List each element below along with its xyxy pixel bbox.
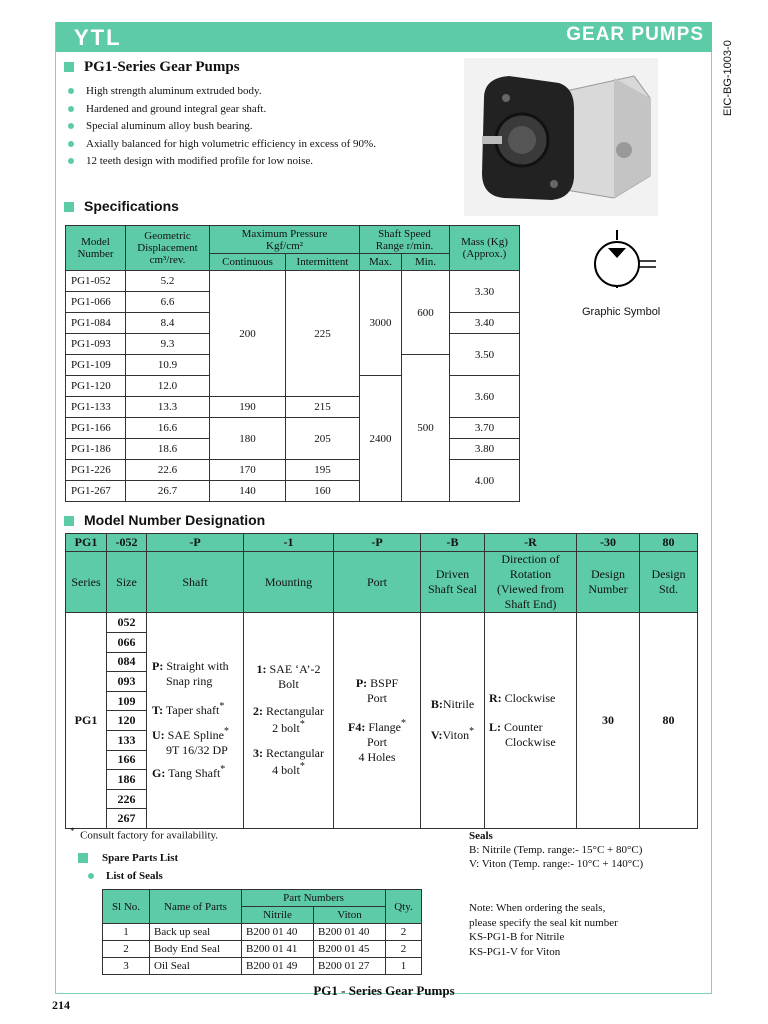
col-pressure: Maximum Pressure Kgf/cm² bbox=[210, 226, 360, 254]
intermittent-cell: 160 bbox=[286, 481, 360, 502]
square-bullet-icon bbox=[64, 62, 74, 72]
doc-code: EIC-BG-1003-0 bbox=[722, 40, 734, 116]
specs-table bbox=[65, 225, 520, 502]
gear-pump-photo bbox=[464, 58, 658, 216]
col-nitrile: Nitrile bbox=[242, 907, 314, 924]
size-cell: 109 bbox=[107, 691, 147, 711]
specs-heading: Specifications bbox=[64, 198, 179, 216]
mass-cell: 3.30 bbox=[450, 271, 520, 313]
label-cell: Shaft bbox=[147, 552, 244, 613]
feature-list bbox=[68, 83, 376, 171]
pump-symbol-icon bbox=[592, 228, 662, 288]
label-cell: Driven Shaft Seal bbox=[421, 552, 485, 613]
code-cell: -P bbox=[147, 534, 244, 552]
intermittent-cell: 205 bbox=[286, 418, 360, 460]
displacement-cell: 22.6 bbox=[126, 460, 210, 481]
min-speed-cell: 500 bbox=[402, 355, 450, 502]
bullet-icon bbox=[68, 141, 74, 147]
continuous-cell: 170 bbox=[210, 460, 286, 481]
shaft-cell: P: Straight with Snap ring T: Taper shaft* U: SAE Spline* 9T 16/32 DP G: Tang Shaft* bbox=[147, 613, 244, 829]
square-bullet-icon bbox=[78, 853, 88, 863]
mass-cell: 3.80 bbox=[450, 439, 520, 460]
size-cell: 186 bbox=[107, 770, 147, 790]
displacement-cell: 16.6 bbox=[126, 418, 210, 439]
code-row bbox=[66, 534, 698, 552]
sl-cell: 3 bbox=[103, 958, 150, 975]
intermittent-cell: 225 bbox=[286, 271, 360, 397]
table-row bbox=[66, 613, 698, 633]
page-number: 214 bbox=[52, 998, 70, 1012]
footer-caption: PG1 - Series Gear Pumps bbox=[313, 983, 455, 998]
square-bullet-icon bbox=[64, 202, 74, 212]
seal-cell: B:Nitrile V:Viton* bbox=[421, 613, 485, 829]
continuous-cell: 190 bbox=[210, 397, 286, 418]
code-cell: -30 bbox=[577, 534, 640, 552]
sl-cell: 2 bbox=[103, 941, 150, 958]
size-cell: 267 bbox=[107, 809, 147, 829]
table-row bbox=[66, 460, 520, 481]
displacement-cell: 6.6 bbox=[126, 292, 210, 313]
col-model: Model Number bbox=[66, 226, 126, 271]
label-cell: Size bbox=[107, 552, 147, 613]
model-designation-table bbox=[65, 533, 698, 829]
bullet-icon bbox=[68, 88, 74, 94]
seals-order-note: Note: When ordering the seals, please specify the seal kit number KS-PG1-B for Nitrile KS-PG1-V for Viton bbox=[469, 902, 618, 958]
nitrile-cell: B200 01 49 bbox=[242, 958, 314, 975]
col-mass: Mass (Kg) (Approx.) bbox=[450, 226, 520, 271]
size-cell: 166 bbox=[107, 750, 147, 770]
port-cell: P: BSPF Port F4: Flange* Port 4 Holes bbox=[334, 613, 421, 829]
feature-item: 12 teeth design with modified profile for low noise. bbox=[68, 153, 376, 171]
bullet-icon bbox=[68, 158, 74, 164]
label-cell: Port bbox=[334, 552, 421, 613]
mounting-cell: 1: SAE ‘A’-2 Bolt 2: Rectangular 2 bolt* 3: Rectangular 4 bolt* bbox=[244, 613, 334, 829]
intermittent-cell: 195 bbox=[286, 460, 360, 481]
model-cell: PG1-226 bbox=[66, 460, 126, 481]
nitrile-cell: B200 01 40 bbox=[242, 924, 314, 941]
intro-heading: PG1-Series Gear Pumps bbox=[64, 58, 240, 76]
size-cell: 120 bbox=[107, 711, 147, 731]
seals-table bbox=[102, 889, 422, 975]
col-viton: Viton bbox=[314, 907, 386, 924]
displacement-cell: 12.0 bbox=[126, 376, 210, 397]
displacement-cell: 13.3 bbox=[126, 397, 210, 418]
page-title: GEAR PUMPS bbox=[566, 24, 704, 45]
mass-cell: 3.50 bbox=[450, 334, 520, 376]
col-sl-no: Sl No. bbox=[103, 890, 150, 924]
viton-cell: B200 01 45 bbox=[314, 941, 386, 958]
label-cell: Design Std. bbox=[640, 552, 698, 613]
min-speed-cell: 600 bbox=[402, 271, 450, 355]
code-cell: 80 bbox=[640, 534, 698, 552]
nitrile-cell: B200 01 41 bbox=[242, 941, 314, 958]
code-cell: -1 bbox=[244, 534, 334, 552]
displacement-cell: 5.2 bbox=[126, 271, 210, 292]
feature-item: High strength aluminum extruded body. bbox=[68, 83, 376, 101]
model-cell: PG1-186 bbox=[66, 439, 126, 460]
col-displacement: Geometric Displacement cm³/rev. bbox=[126, 226, 210, 271]
viton-cell: B200 01 27 bbox=[314, 958, 386, 975]
bullet-icon bbox=[68, 106, 74, 112]
seals-list-heading: List of Seals bbox=[88, 870, 163, 882]
col-intermittent: Intermittent bbox=[286, 254, 360, 271]
col-min: Min. bbox=[402, 254, 450, 271]
size-cell: 052 bbox=[107, 613, 147, 633]
label-cell: Mounting bbox=[244, 552, 334, 613]
model-cell: PG1-166 bbox=[66, 418, 126, 439]
label-cell: Design Number bbox=[577, 552, 640, 613]
table-row bbox=[103, 958, 422, 975]
seals-info: Seals B: Nitrile (Temp. range:- 15°C + 80°C) V: Viton (Temp. range:- 10°C + 140°C) bbox=[469, 830, 644, 870]
qty-cell: 2 bbox=[386, 924, 422, 941]
table-row bbox=[66, 271, 520, 292]
continuous-cell: 180 bbox=[210, 418, 286, 460]
size-cell: 226 bbox=[107, 789, 147, 809]
code-cell: -B bbox=[421, 534, 485, 552]
brand-logo: YTL bbox=[74, 25, 122, 50]
continuous-cell: 140 bbox=[210, 481, 286, 502]
intermittent-cell: 215 bbox=[286, 397, 360, 418]
col-name: Name of Parts bbox=[150, 890, 242, 924]
name-cell: Body End Seal bbox=[150, 941, 242, 958]
qty-cell: 1 bbox=[386, 958, 422, 975]
code-cell: -R bbox=[485, 534, 577, 552]
continuous-cell: 200 bbox=[210, 271, 286, 397]
name-cell: Oil Seal bbox=[150, 958, 242, 975]
size-cell: 066 bbox=[107, 633, 147, 653]
model-cell: PG1-120 bbox=[66, 376, 126, 397]
viton-cell: B200 01 40 bbox=[314, 924, 386, 941]
name-cell: Back up seal bbox=[150, 924, 242, 941]
mnd-heading: Model Number Designation bbox=[64, 512, 265, 530]
model-cell: PG1-052 bbox=[66, 271, 126, 292]
max-speed-cell: 3000 bbox=[360, 271, 402, 376]
displacement-cell: 9.3 bbox=[126, 334, 210, 355]
col-speed: Shaft Speed Range r/min. bbox=[360, 226, 450, 254]
rotation-cell: R: Clockwise L: Counter Clockwise bbox=[485, 613, 577, 829]
square-bullet-icon bbox=[64, 516, 74, 526]
mass-cell: 3.40 bbox=[450, 313, 520, 334]
model-cell: PG1-109 bbox=[66, 355, 126, 376]
code-cell: -052 bbox=[107, 534, 147, 552]
mass-cell: 3.60 bbox=[450, 376, 520, 418]
label-cell: Direction of Rotation (Viewed from Shaft End) bbox=[485, 552, 577, 613]
footnote: * Consult factory for availability. bbox=[70, 826, 219, 842]
size-cell: 133 bbox=[107, 730, 147, 750]
label-cell: Series bbox=[66, 552, 107, 613]
design-number-cell: 30 bbox=[577, 613, 640, 829]
size-cell: 084 bbox=[107, 652, 147, 672]
qty-cell: 2 bbox=[386, 941, 422, 958]
size-cell: 093 bbox=[107, 672, 147, 692]
col-max: Max. bbox=[360, 254, 402, 271]
spare-parts-heading: Spare Parts List bbox=[78, 852, 178, 864]
bullet-icon bbox=[88, 873, 94, 879]
col-continuous: Continuous bbox=[210, 254, 286, 271]
bullet-icon bbox=[68, 123, 74, 129]
table-row bbox=[66, 418, 520, 439]
col-qty: Qty. bbox=[386, 890, 422, 924]
code-cell: PG1 bbox=[66, 534, 107, 552]
code-cell: -P bbox=[334, 534, 421, 552]
model-cell: PG1-133 bbox=[66, 397, 126, 418]
series-cell: PG1 bbox=[66, 613, 107, 829]
max-speed-cell: 2400 bbox=[360, 376, 402, 502]
displacement-cell: 8.4 bbox=[126, 313, 210, 334]
feature-item: Axially balanced for high volumetric efficiency in excess of 90%. bbox=[68, 136, 376, 154]
displacement-cell: 10.9 bbox=[126, 355, 210, 376]
displacement-cell: 26.7 bbox=[126, 481, 210, 502]
design-std-cell: 80 bbox=[640, 613, 698, 829]
mass-cell: 3.70 bbox=[450, 418, 520, 439]
model-cell: PG1-093 bbox=[66, 334, 126, 355]
table-row bbox=[103, 924, 422, 941]
sl-cell: 1 bbox=[103, 924, 150, 941]
mass-cell: 4.00 bbox=[450, 460, 520, 502]
graphic-symbol-label: Graphic Symbol bbox=[582, 306, 661, 318]
model-cell: PG1-066 bbox=[66, 292, 126, 313]
model-cell: PG1-084 bbox=[66, 313, 126, 334]
displacement-cell: 18.6 bbox=[126, 439, 210, 460]
model-cell: PG1-267 bbox=[66, 481, 126, 502]
col-part-numbers: Part Numbers bbox=[242, 890, 386, 907]
table-row bbox=[103, 941, 422, 958]
feature-item: Special aluminum alloy bush bearing. bbox=[68, 118, 376, 136]
feature-item: Hardened and ground integral gear shaft. bbox=[68, 101, 376, 119]
label-row bbox=[66, 552, 698, 613]
